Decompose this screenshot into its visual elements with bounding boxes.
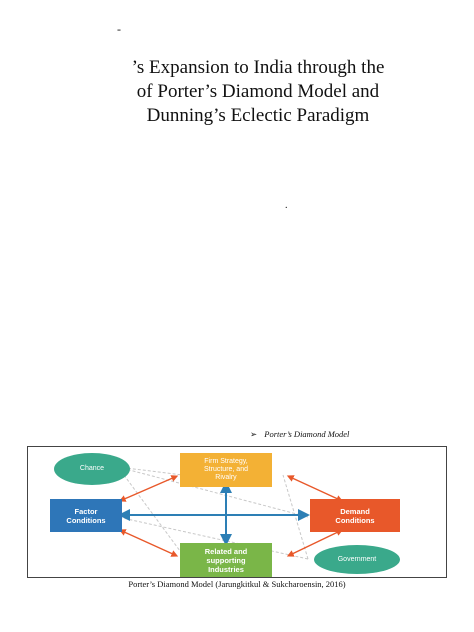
header-dash: - <box>117 22 121 36</box>
government-oval <box>314 545 400 574</box>
factor-line-2: Conditions <box>66 515 106 525</box>
dashed-connector <box>283 475 308 559</box>
firm-line-3: Rivalry <box>215 474 237 481</box>
firm-strategy-box <box>180 453 272 487</box>
arrow-bullet-icon: ➢ <box>250 429 258 439</box>
factor-conditions-box <box>50 499 122 532</box>
figure-label-text: Porter’s Diamond Model <box>264 429 350 439</box>
document-title <box>88 56 428 128</box>
related-line-2: supporting <box>206 555 246 565</box>
title-line-1: ’s Expansion to India through the <box>131 57 385 78</box>
demand-conditions-box <box>310 499 400 532</box>
firm-line-2: Structure, and <box>204 466 248 473</box>
arrow-firm-demand <box>290 477 340 500</box>
dashed-connector <box>118 467 183 555</box>
arrow-factor-firm <box>122 477 175 500</box>
related-line-3: Industries <box>208 564 244 574</box>
demand-line-2: Conditions <box>335 515 375 525</box>
chance-oval <box>54 453 130 485</box>
title-line-2: of Porter’s Diamond Model and <box>136 81 380 102</box>
figure-label <box>250 429 349 440</box>
demand-line-1: Demand <box>340 506 370 516</box>
related-industries-box <box>180 543 272 577</box>
porter-diamond-figure <box>27 446 447 578</box>
factor-line-1: Factor <box>74 506 98 516</box>
chance-label: Chance <box>79 465 105 472</box>
figure-caption: Porter’s Diamond Model (Jarungkitkul & Sukcharoensin, 2016) <box>128 579 346 589</box>
title-line-3: Dunning’s Eclectic Paradigm <box>146 105 370 126</box>
government-label: Government <box>337 555 377 563</box>
stray-dot: . <box>285 200 288 211</box>
firm-line-1: Firm Strategy, <box>204 458 248 465</box>
arrow-factor-related <box>122 531 175 555</box>
related-line-1: Related and <box>204 546 248 556</box>
